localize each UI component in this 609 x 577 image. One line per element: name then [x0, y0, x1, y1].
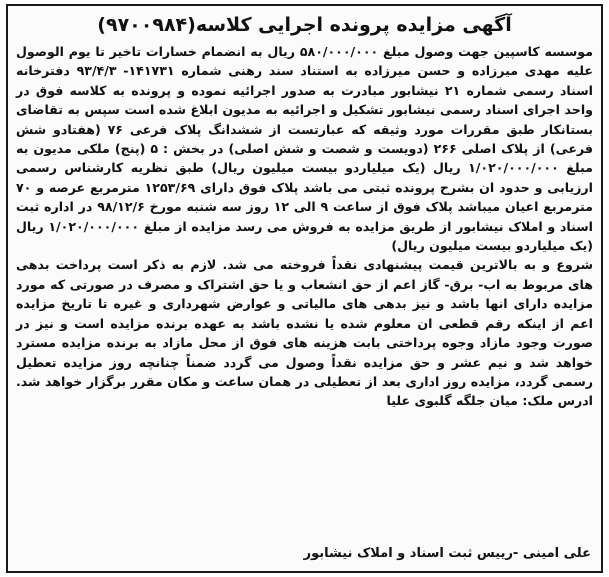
- notice-signature: علی امینی -رییس ثبت اسناد و املاک نیشابور: [303, 546, 591, 561]
- auction-notice: [6, 4, 603, 573]
- notice-paragraph-2: شروع و به بالاترین قیمت پیشنهادی نقداً فروخته می شد. لازم به ذکر است پرداخت بدهی های مربوط به اب- برق- گاز اعم از حق انشعاب و یا حق اشتراک و مصرف در صورتی که مورد مزایده دارای انها باشد و نیز بدهی های مالیاتی و عوارض شهرداری و غیره تا تاریخ مزایده اعم از اینکه رقم قطعی ان معلوم شده یا نشده باشد به عهده برنده مزایده است و نیز در صورت وجود مازاد وجوه پرداختی بابت هزینه های فوق از محل مازاد به برنده مزایده مسترد خواهد شد و نیم عشر و حق مزایده نقداً وصول می گردد ضمناً چنانچه روز مزایده تعطیل رسمی گردد، مزایده روز اداری بعد از تعطیلی در همان ساعت و مکان مقرر برگزار خواهد شد. ادرس ملک: میان جلگه گلبوی علیا: [16, 257, 593, 409]
- notice-title: آگهی مزایده پرونده اجرایی کلاسه(۹۷۰۰۹۸۴): [97, 14, 512, 36]
- notice-paragraph-1: موسسه کاسپین جهت وصول مبلغ ۵۸۰/۰۰۰/۰۰۰ ریال به انضمام خسارات تاخیر تا یوم الوصول علیه مهدی میرزاده و حسن میرزاده به استناد سند رهنی شماره ۱۴۱۷۳۱- ۹۳/۴/۳ دفترخانه اسناد رسمی شماره ۲۱ نیشابور مبادرت به صدور اجرائیه نموده و پرونده به کلاسه فوق در واحد اجرای اسناد رسمی نیشابور تشکیل و اجرائیه به مدیون ابلاغ شده است سپس به تقاضای بستانکار طبق مقررات مورد وثیقه که عبارتست از ششدانگ پلاک فرعی ۷۶ (هفتادو شش فرعی) از پلاک اصلی ۲۶۶ (دویست و شصت و شش اصلی) در بخش : ۵ (پنج) ملکی مدیون به مبلغ ۱/۰۲۰/۰۰۰/۰۰۰ ریال (یک میلیاردو بیست میلیون ریال) طبق نظریه کارشناس رسمی ارزیابی و حدود ان بشرح پرونده ثبتی می باشد پلاک فوق دارای ۱۲۵۳/۶۹ مترمربع عرصه و ۷۰ مترمربع اعیان میباشد پلاک فوق از ساعت ۹ الی ۱۲ روز سه شنبه مورخ ۹۸/۱۲/۶ در اداره ثبت اسناد و املاک نیشابور از طریق مزایده به فروش می رسد مزایده از مبلغ ۱/۰۲۰/۰۰۰/۰۰۰ ریال (یک میلیاردو بیست میلیون ریال): [16, 44, 594, 254]
- notice-body: [16, 42, 593, 411]
